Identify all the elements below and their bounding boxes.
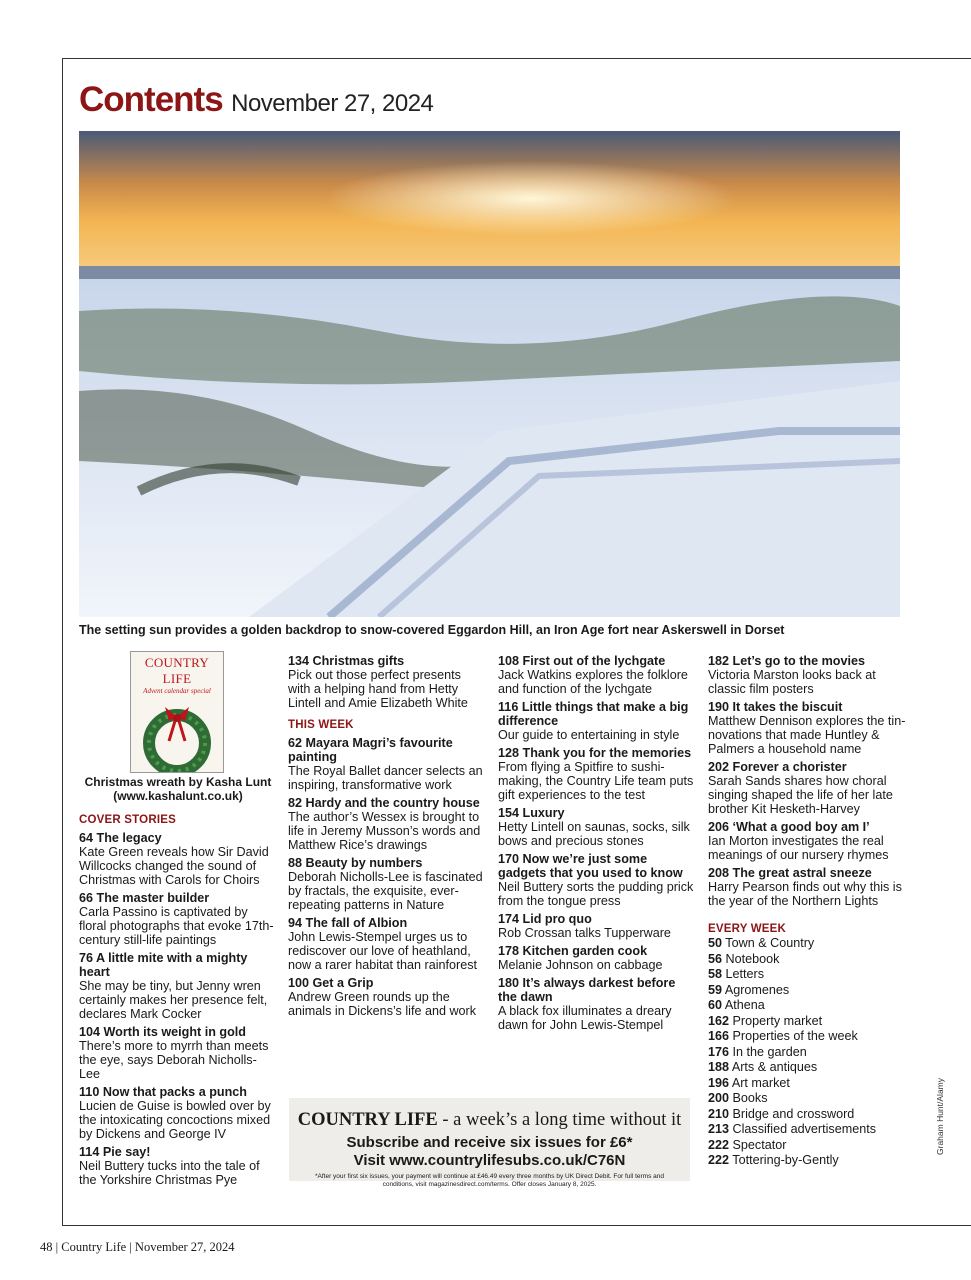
this-week-heading: THIS WEEK	[288, 719, 354, 731]
entry-title: 114 Pie say!	[79, 1145, 151, 1159]
wreath-illustration	[131, 695, 223, 773]
cover-stories-column	[79, 813, 275, 1187]
list-item[interactable]	[708, 866, 908, 908]
entry-desc: Rob Crossan talks Tupperware	[498, 926, 671, 940]
list-item[interactable]	[708, 952, 908, 968]
entry-title: 104 Worth its weight in gold	[79, 1025, 246, 1039]
entry-desc: Andrew Green rounds up the animals in Dickens’s life and work	[288, 990, 477, 1018]
list-item[interactable]	[288, 796, 486, 852]
ad-fineprint: *After your first six issues, your payment will continue at £46.49 every three months by UK Direct Debit. For full terms and conditions, visit magazinesdirect.com/terms. Offer closes January 8, 2025.	[315, 1173, 664, 1188]
entry-desc: Jack Watkins explores the folklore and function of the lychgate	[498, 668, 688, 696]
entry-desc: John Lewis-Stempel urges us to rediscover our love of heathland, now a rarer habitat than rainforest	[288, 930, 478, 972]
entry-title: 76 A little mite with a mighty heart	[79, 951, 248, 979]
list-item[interactable]	[79, 1085, 275, 1141]
cover-subtitle: Advent calendar special	[143, 687, 211, 695]
page-number: 58	[708, 967, 723, 981]
entry-desc: Lucien de Guise is bowled over by the intoxicating concoctions mixed by Dickens and George IV	[79, 1099, 271, 1141]
entry-desc: A black fox illuminates a dreary dawn for John Lewis-Stempel	[498, 1004, 672, 1032]
list-item[interactable]	[708, 936, 908, 952]
entry-title: 170 Now we’re just some gadgets that you used to know	[498, 852, 683, 880]
this-week-column	[288, 654, 486, 1018]
entry-title: 174 Lid pro quo	[498, 912, 592, 926]
section-label: Art market	[731, 1075, 790, 1090]
list-item[interactable]	[79, 951, 275, 1021]
hero-photo	[79, 131, 900, 617]
list-item[interactable]	[708, 1107, 908, 1123]
list-item[interactable]	[708, 1153, 908, 1169]
entry-desc: Kate Green reveals how Sir David Willcocks changed the sound of Christmas with Carols for Choirs	[79, 845, 269, 887]
entry-title: 108 First out of the lychgate	[498, 654, 666, 668]
page-number: 188	[708, 1060, 730, 1074]
list-item[interactable]	[288, 976, 486, 1018]
list-item[interactable]	[288, 916, 486, 972]
magazine-cover	[130, 651, 224, 773]
list-item[interactable]	[288, 654, 486, 710]
list-item[interactable]	[708, 1029, 908, 1045]
section-label: Letters	[725, 967, 765, 981]
ad-url[interactable]: Visit www.countrylifesubs.co.uk/C76N	[353, 1152, 626, 1169]
entry-title: 178 Kitchen garden cook	[498, 944, 648, 958]
section-label: Books	[732, 1091, 768, 1105]
section-label: In the garden	[732, 1044, 807, 1059]
page-number: 210	[708, 1106, 730, 1121]
list-item[interactable]	[708, 700, 908, 756]
page-number: 162	[708, 1013, 730, 1028]
entry-desc: Matthew Dennison explores the tin-novations that made Huntley & Palmers a household name	[708, 714, 906, 756]
entry-title: 208 The great astral sneeze	[708, 866, 872, 880]
ad-tagline: - a week’s a long time without it	[437, 1110, 682, 1130]
page-number: 56	[708, 951, 723, 966]
entry-title: 182 Let’s go to the movies	[708, 654, 865, 668]
entry-desc: From flying a Spitfire to sushi-making, the Country Life team puts gift experiences to the test	[498, 760, 694, 802]
section-label: Property market	[732, 1013, 823, 1028]
list-item[interactable]	[498, 806, 696, 848]
entry-title: 82 Hardy and the country house	[288, 796, 480, 810]
section-label: Notebook	[725, 951, 780, 966]
list-item[interactable]	[288, 736, 486, 792]
photo-credit: Graham Hunt/Alamy	[935, 1078, 945, 1155]
ad-offer-line: Subscribe and receive six issues for £6*	[346, 1134, 633, 1151]
entry-desc: Pick out those perfect presents with a helping hand from Hetty Lintell and Amie Elizabeth White	[288, 668, 468, 710]
subscription-ad[interactable]	[289, 1098, 690, 1188]
list-item[interactable]	[708, 1014, 908, 1030]
list-item[interactable]	[498, 912, 696, 940]
ad-headline	[289, 1110, 690, 1131]
list-item[interactable]	[708, 820, 908, 862]
section-label: Bridge and crossword	[732, 1106, 855, 1121]
entry-desc: Victoria Marston looks back at classic film posters	[708, 668, 876, 696]
list-item[interactable]	[498, 976, 696, 1032]
section-label: Athena	[724, 998, 765, 1012]
entry-title: 202 Forever a chorister	[708, 760, 847, 774]
entry-desc: Neil Buttery sorts the pudding prick from the tongue press	[498, 880, 694, 908]
entry-title: 66 The master builder	[79, 891, 210, 905]
entry-desc: Ian Morton investigates the real meanings of our nursery rhymes	[708, 834, 889, 862]
entry-desc: The Royal Ballet dancer selects an inspiring, transformative work	[288, 764, 483, 792]
entry-title: 134 Christmas gifts	[288, 654, 405, 668]
list-item[interactable]	[79, 1145, 275, 1187]
list-item[interactable]	[79, 891, 275, 947]
list-item[interactable]	[708, 1091, 908, 1107]
section-label: Town & Country	[725, 936, 815, 950]
section-label: Agromenes	[724, 982, 790, 997]
entry-desc: Melanie Johnson on cabbage	[498, 958, 663, 972]
list-item[interactable]	[708, 1045, 908, 1061]
page-number: 176	[708, 1044, 730, 1059]
entry-title: 110 Now that packs a punch	[79, 1085, 247, 1099]
list-item[interactable]	[288, 856, 486, 912]
page-title	[79, 80, 433, 120]
list-item[interactable]	[708, 1060, 908, 1076]
entry-title: 190 It takes the biscuit	[708, 700, 843, 714]
entry-title: 100 Get a Grip	[288, 976, 374, 990]
list-item[interactable]	[498, 700, 696, 742]
list-item[interactable]	[498, 852, 696, 908]
contents-heading: Contents	[79, 80, 223, 119]
entry-title: 206 ‘What a good boy am I’	[708, 820, 870, 834]
page-number: 166	[708, 1029, 730, 1043]
list-item[interactable]	[498, 654, 696, 696]
features-column	[498, 654, 696, 1032]
entry-desc: The author’s Wessex is brought to life in Jeremy Musson’s words and Matthew Rice’s drawings	[288, 810, 481, 852]
entry-desc: Neil Buttery tucks into the tale of the Yorkshire Christmas Pye	[79, 1159, 260, 1187]
section-label: Properties of the week	[732, 1029, 858, 1043]
cover-caption-line1: Christmas wreath by Kasha Lunt	[84, 775, 272, 789]
page-footer: 48 | Country Life | November 27, 2024	[40, 1240, 235, 1254]
page-number: 196	[708, 1075, 730, 1090]
list-item[interactable]	[708, 1076, 908, 1092]
section-label: Spectator	[732, 1137, 787, 1152]
entry-title: 154 Luxury	[498, 806, 565, 820]
cover-masthead: COUNTRY LIFE	[144, 655, 210, 686]
ad-offer	[289, 1134, 690, 1170]
ad-brand: COUNTRY LIFE	[297, 1110, 438, 1130]
list-item[interactable]	[708, 760, 908, 816]
page-number: 60	[708, 998, 723, 1012]
features-column-2	[708, 654, 908, 1169]
list-item[interactable]	[498, 746, 696, 802]
list-item[interactable]	[708, 1138, 908, 1154]
list-item[interactable]	[708, 1122, 908, 1138]
entry-title: 64 The legacy	[79, 831, 162, 845]
cover-stories-heading: COVER STORIES	[79, 814, 176, 826]
entry-title: 88 Beauty by numbers	[288, 856, 423, 870]
entry-title: 180 It’s always darkest before the dawn	[498, 976, 676, 1004]
entry-desc: Carla Passino is captivated by floral photographs that evoke 17th-century still-life paintings	[79, 905, 274, 947]
list-item[interactable]	[708, 654, 908, 696]
entry-desc: Our guide to entertaining in style	[498, 728, 680, 742]
every-week-list	[708, 936, 908, 1169]
page-number: 200	[708, 1091, 730, 1105]
section-label: Classified advertisements	[732, 1122, 877, 1136]
every-week-heading: EVERY WEEK	[708, 923, 787, 935]
entry-desc: There’s more to myrrh than meets the eye, says Deborah Nicholls-Lee	[79, 1039, 269, 1081]
list-item[interactable]	[79, 1025, 275, 1081]
page-number: 213	[708, 1122, 730, 1136]
list-item[interactable]	[708, 983, 908, 999]
section-label: Tottering-by-Gently	[732, 1153, 839, 1167]
page-number: 59	[708, 982, 723, 997]
list-item[interactable]	[708, 967, 908, 983]
issue-date: November 27, 2024	[231, 90, 434, 117]
section-label: Arts & antiques	[731, 1060, 818, 1074]
photo-caption: The setting sun provides a golden backdrop to snow-covered Eggardon Hill, an Iron Age fort near Askerswell in Dorset	[79, 623, 785, 637]
entry-desc: Harry Pearson finds out why this is the year of the Northern Lights	[708, 880, 902, 908]
list-item[interactable]	[498, 944, 696, 972]
entry-title: 128 Thank you for the memories	[498, 746, 692, 760]
cover-caption	[79, 775, 277, 803]
list-item[interactable]	[79, 831, 275, 887]
entry-desc: She may be tiny, but Jenny wren certainly makes her presence felt, declares Mark Cocker	[79, 979, 268, 1021]
entry-desc: Hetty Lintell on saunas, socks, silk bows and precious stones	[498, 820, 690, 848]
page-number: 222	[708, 1137, 730, 1152]
cover-caption-line2: (www.kashalunt.co.uk)	[113, 789, 243, 803]
entry-title: 116 Little things that make a big difference	[498, 700, 689, 728]
entry-desc: Sarah Sands shares how choral singing shaped the life of her late brother Kit Hesketh-Harvey	[708, 774, 893, 816]
entry-title: 94 The fall of Albion	[288, 916, 408, 930]
page-number: 50	[708, 936, 723, 950]
entry-title: 62 Mayara Magri’s favourite painting	[288, 736, 453, 764]
page-number: 222	[708, 1153, 730, 1167]
list-item[interactable]	[708, 998, 908, 1014]
entry-desc: Deborah Nicholls-Lee is fascinated by fractals, the exquisite, ever-repeating patterns in Nature	[288, 870, 483, 912]
